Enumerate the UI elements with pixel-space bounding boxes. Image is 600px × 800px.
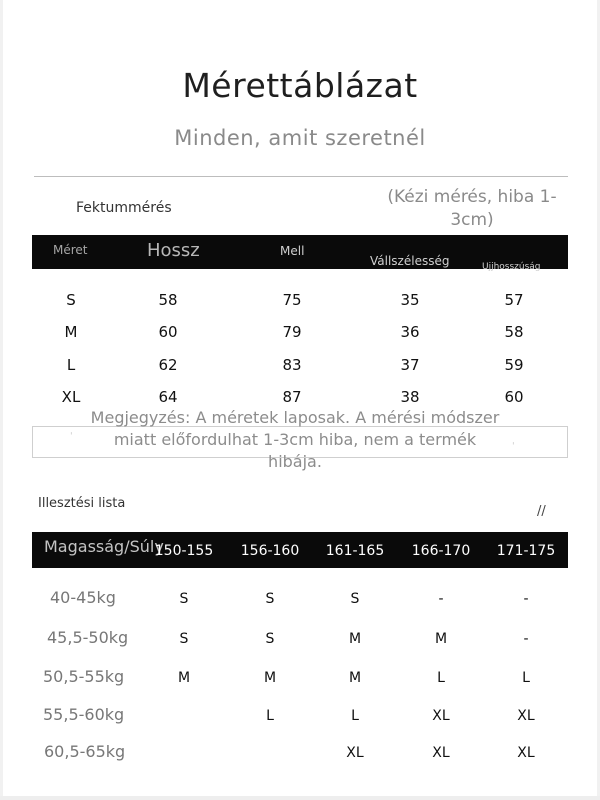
fit-size-cell: S (265, 591, 275, 607)
measure-cell: 83 (282, 356, 302, 374)
fit-size-cell: M (348, 631, 362, 647)
measure-cell: 87 (282, 388, 302, 406)
fit-size-cell: - (523, 631, 529, 647)
fit-size-cell: - (523, 591, 529, 607)
frame-bottom-edge (0, 796, 600, 800)
page-subtitle: Minden, amit szeretnél (174, 126, 426, 150)
weight-label: 60,5-65kg (44, 742, 126, 761)
size-cell: S (66, 291, 76, 309)
height-header: 156-160 (240, 543, 300, 559)
fit-size-cell: M (434, 631, 448, 647)
corner-slash-mark: // (537, 504, 546, 519)
fit-size-cell: M (177, 670, 191, 686)
size-cell: XL (61, 388, 81, 406)
page-title: Mérettáblázat (182, 66, 418, 105)
fit-size-cell: XL (432, 745, 450, 761)
divider-line (34, 176, 568, 177)
weight-label: 40-45kg (50, 588, 116, 607)
fit-size-cell: M (348, 670, 362, 686)
height-header: 171-175 (496, 543, 556, 559)
fit-size-cell: XL (432, 708, 450, 724)
weight-label: 55,5-60kg (43, 705, 125, 724)
size-cell: L (66, 356, 76, 374)
header-size: Méret (53, 243, 88, 257)
note-mark-right: ˌ (512, 436, 515, 446)
weight-label: 50,5-55kg (43, 667, 125, 686)
fit-size-cell: S (179, 591, 189, 607)
fit-size-cell: XL (346, 745, 364, 761)
measure-cell: 75 (282, 291, 302, 309)
measure-cell: 36 (400, 323, 420, 341)
fit-size-cell: L (522, 670, 530, 686)
measure-cell: 79 (282, 323, 302, 341)
size-cell: M (64, 323, 78, 341)
height-header: 161-165 (325, 543, 385, 559)
note-mark-left: ˈ (70, 432, 73, 442)
measure-cell: 60 (158, 323, 178, 341)
fit-size-cell: L (351, 708, 359, 724)
fit-size-cell: XL (517, 708, 535, 724)
weight-label: 45,5-50kg (47, 628, 129, 647)
header-chest: Mell (280, 244, 305, 258)
measure-cell: 62 (158, 356, 178, 374)
measurement-note: Megjegyzés: A méretek laposak. A mérési módszer miatt előfordulhat 1-3cm hiba, nem a termék hibája. (90, 408, 500, 471)
measure-cell: 57 (504, 291, 524, 309)
header-length: Hossz (147, 240, 200, 261)
height-header: 166-170 (411, 543, 471, 559)
fit-size-cell: L (266, 708, 274, 724)
measure-cell: 35 (400, 291, 420, 309)
header-shoulder: Vállszélesség (370, 254, 450, 268)
fit-size-cell: XL (517, 745, 535, 761)
measure-cell: 58 (158, 291, 178, 309)
fit-size-cell: L (437, 670, 445, 686)
fit-size-cell: M (263, 670, 277, 686)
frame-left-edge (0, 0, 3, 800)
fit-size-cell: S (350, 591, 360, 607)
fit-size-cell: S (265, 631, 275, 647)
measure-cell: 60 (504, 388, 524, 406)
fit-size-cell: - (438, 591, 444, 607)
measure-cell: 38 (400, 388, 420, 406)
height-header: 150-155 (154, 543, 214, 559)
fit-size-cell: S (179, 631, 189, 647)
measure-error-note: (Kézi mérés, hiba 1-3cm) (387, 187, 557, 230)
header-sleeve: Ujjhosszúság (482, 262, 541, 272)
measure-section-label: Fektummérés (76, 200, 172, 216)
fit-section-label: Illesztési lista (38, 496, 126, 511)
measure-cell: 58 (504, 323, 524, 341)
measure-cell: 59 (504, 356, 524, 374)
measure-cell: 37 (400, 356, 420, 374)
measure-cell: 64 (158, 388, 178, 406)
header-height-weight: Magasság/Súly (44, 537, 164, 556)
